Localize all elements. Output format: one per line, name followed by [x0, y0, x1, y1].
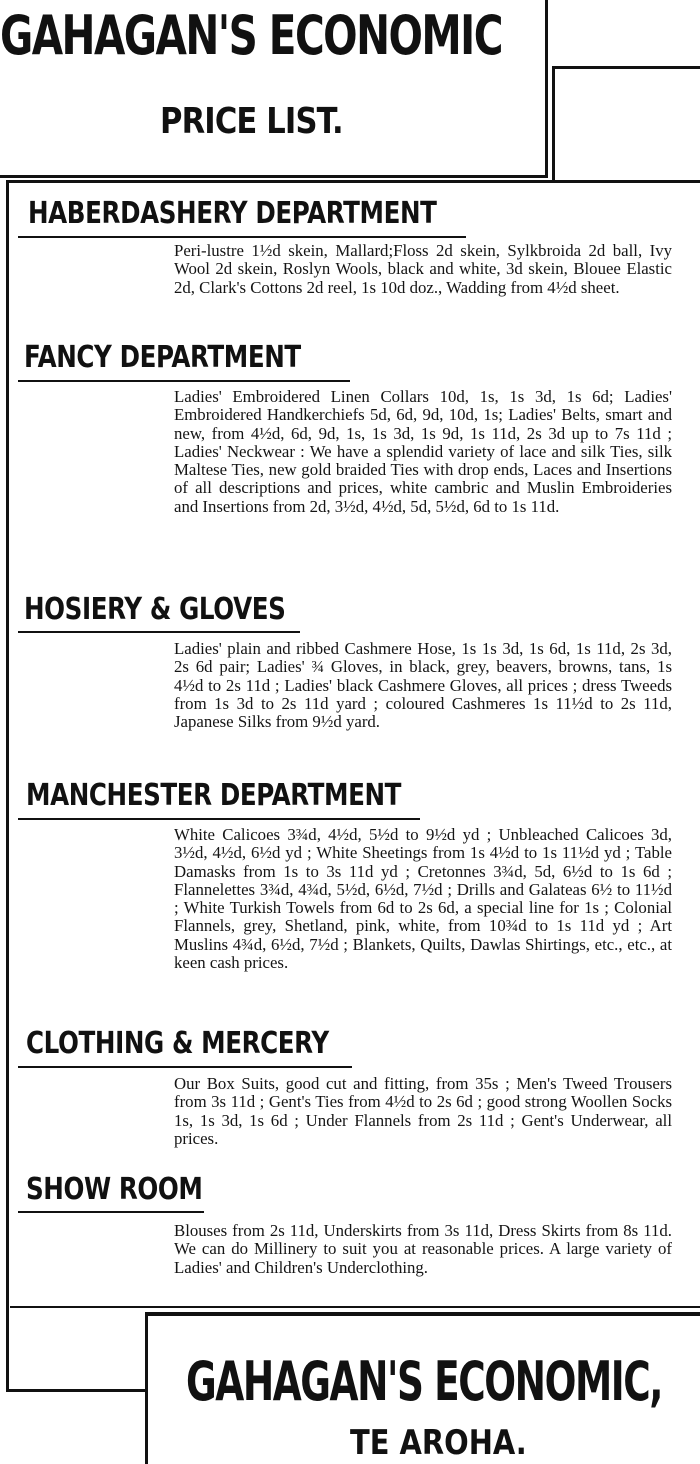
section-rule	[18, 1211, 204, 1213]
section-body-show-room: Blouses from 2s 11d, Underskirts from 3s 11d, Dress Skirts from 8s 11d. We can do Millinery to suit you at reasonable prices. A large variety of Ladies' and Children's Underclothing.	[174, 1221, 672, 1277]
outer-bottom-left-rule	[6, 1389, 146, 1392]
header-box-bottom-rule	[0, 175, 548, 178]
section-body-hosiery-gloves: Ladies' plain and ribbed Cashmere Hose, 1s 1s 3d, 1s 6d, 1s 11d, 2s 3d, 2s 6d pair; Ladies' ¾ Gloves, in black, grey, beavers, browns, tans, 1s 4½d to 2s 11d ; Ladies' black Cashmere Gloves, all prices ; dress Tweeds from 1s 3d to 2s 11d yard ; coloured Cashmeres 1s 11½d to 2s 11d, Japanese Silks from 9½d yard.	[174, 639, 672, 732]
section-rule	[18, 380, 350, 382]
section-heading-haberdashery: HABERDASHERY DEPARTMENT	[28, 196, 437, 231]
section-heading-hosiery-gloves: HOSIERY & GLOVES	[24, 592, 286, 627]
section-rule	[18, 818, 420, 820]
section-rule	[18, 631, 300, 633]
section-heading-manchester: MANCHESTER DEPARTMENT	[26, 778, 402, 813]
section-body-clothing-mercery: Our Box Suits, good cut and fitting, from 35s ; Men's Tweed Trousers from 3s 11d ; Gent's Ties from 4½d to 2s 6d ; good strong Woollen Socks 1s, 1s 3d, 1s 6d ; Under Flannels from 2s 11d ; Gent's Underwear, all prices.	[174, 1074, 672, 1148]
section-body-fancy: Ladies' Embroidered Linen Collars 10d, 1s, 1s 3d, 1s 6d; Ladies' Embroidered Handkerchiefs 5d, 6d, 9d, 10d, 1s; Ladies' Belts, smart and new, from 4½d, 6d, 9d, 1s, 1s 3d, 1s 9d, 1s 11d, 2s 3d up to 7s 11d ; Ladies' Neckwear : We have a splendid variety of lace and silk Ties, silk Maltese Ties, new gold braided Ties with drop ends, Laces and Insertions of all descriptions and prices, white cambric and Muslin Embroideries and Insertions from 2d, 3½d, 4½d, 5d, 5½d, 6d to 1s 11d.	[174, 387, 672, 516]
section-body-haberdashery: Peri-lustre 1½d skein, Mallard;Floss 2d skein, Sylkbroida 2d ball, Ivy Wool 2d skein, Roslyn Wools, black and white, 3d skein, Blouee Elastic 2d, Clark's Cottons 2d reel, 1s 10d doz., Wadding from 4½d sheet.	[174, 241, 672, 297]
header-box-right-rule	[545, 0, 548, 178]
footer-box-top-rule	[145, 1312, 700, 1316]
store-title: GAHAGAN'S ECONOMIC	[0, 4, 502, 68]
section-body-manchester: White Calicoes 3¾d, 4½d, 5½d to 9½d yd ; Unbleached Calicoes 3d, 3½d, 4½d, 6½d yd ; White Sheetings from 1s 4½d to 1s 11½d yd ; Table Damasks from 1s to 3s 11d yd ; Cretonnes 3¾d, 5d, 6½d to 1s 6d ; Flannelettes 3¾d, 4¾d, 5½d, 6½d, 7½d ; Drills and Galateas 6½ to 11½d ; White Turkish Towels from 6d to 2s 6d, a special line for 1s ; Colonial Flannels, grey, Shetland, pink, white, from 10¾d to 1s 11d yd ; Art Muslins 4¾d, 6½d, 7½d ; Blankets, Quilts, Dawlas Shirtings, etc., etc., at keen cash prices.	[174, 825, 672, 973]
outer-top-rule	[6, 180, 700, 183]
top-right-vertical-rule	[552, 66, 555, 182]
section-heading-fancy: FANCY DEPARTMENT	[24, 340, 301, 375]
inner-bottom-rule	[10, 1306, 700, 1308]
footer-box-left-rule	[145, 1312, 148, 1464]
price-list-heading: PRICE LIST.	[160, 101, 343, 142]
section-heading-show-room: SHOW ROOM	[26, 1172, 203, 1207]
outer-left-rule	[6, 180, 9, 1392]
footer-location: TE AROHA.	[350, 1423, 527, 1463]
section-rule	[18, 236, 466, 238]
section-rule	[18, 1066, 352, 1068]
section-heading-clothing-mercery: CLOTHING & MERCERY	[26, 1026, 329, 1061]
top-right-rule	[552, 66, 700, 69]
footer-store-title: GAHAGAN'S ECONOMIC,	[186, 1350, 663, 1414]
